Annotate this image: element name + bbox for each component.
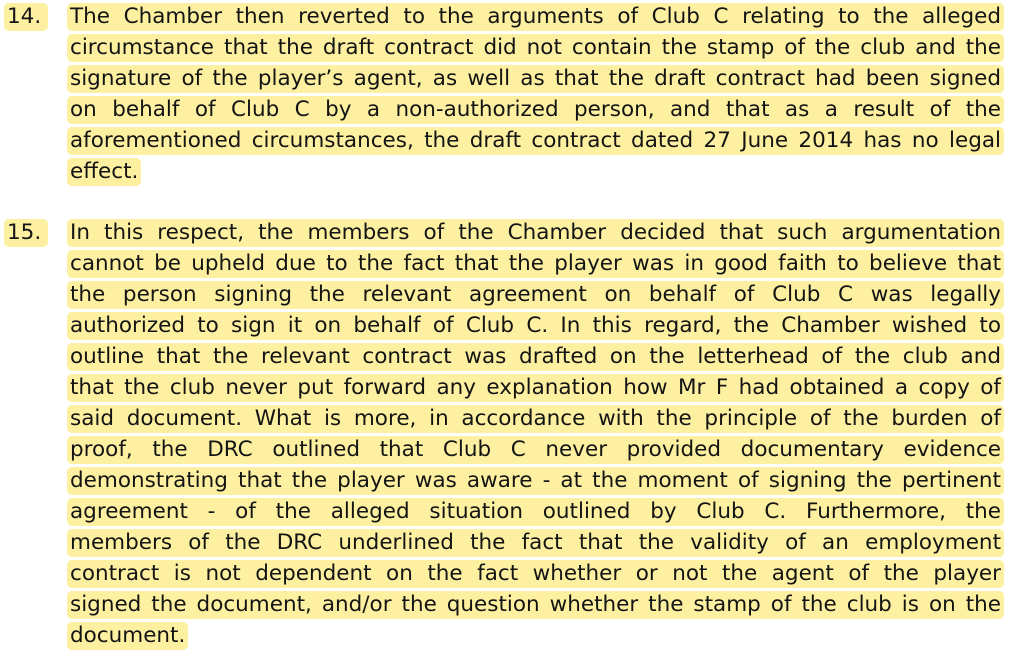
paragraph-line: effect. (67, 158, 141, 186)
paragraph-line: members of the DRC underlined the fact that the validity of an employment (67, 529, 1004, 557)
paragraph-line: cannot be upheld due to the fact that the player was in good faith to believe that (67, 250, 1004, 278)
paragraph-line: the person signing the relevant agreement on behalf of Club C was legally (67, 281, 1004, 309)
paragraph-line: In this respect, the members of the Chamber decided that such argumentation (67, 219, 1004, 247)
paragraph-number: 14. (4, 3, 48, 31)
paragraph-line: that the club never put forward any explanation how Mr F had obtained a copy of (67, 374, 1004, 402)
paragraph-line: said document. What is more, in accordance with the principle of the burden of (67, 405, 1004, 433)
paragraph-line: signature of the player’s agent, as well as that the draft contract had been signed (67, 65, 1004, 93)
paragraph-line: document. (67, 622, 188, 650)
paragraph-line: authorized to sign it on behalf of Club C. In this regard, the Chamber wished to (67, 312, 1004, 340)
paragraph-line: demonstrating that the player was aware - at the moment of signing the pertinent (67, 467, 1004, 495)
paragraph-line: proof, the DRC outlined that Club C never provided documentary evidence (67, 436, 1004, 464)
paragraph-line: The Chamber then reverted to the arguments of Club C relating to the alleged (67, 3, 1004, 31)
paragraph-line: agreement - of the alleged situation outlined by Club C. Furthermore, the (67, 498, 1004, 526)
paragraph-line: circumstance that the draft contract did not contain the stamp of the club and the (67, 34, 1004, 62)
paragraph-line: aforementioned circumstances, the draft contract dated 27 June 2014 has no legal (67, 127, 1004, 155)
paragraph-line: outline that the relevant contract was drafted on the letterhead of the club and (67, 343, 1004, 371)
paragraph-line: on behalf of Club C by a non-authorized person, and that as a result of the (67, 96, 1004, 124)
paragraph-number: 15. (4, 219, 48, 247)
paragraph-line: contract is not dependent on the fact whether or not the agent of the player (67, 560, 1004, 588)
paragraph-line: signed the document, and/or the question whether the stamp of the club is on the (67, 591, 1004, 619)
